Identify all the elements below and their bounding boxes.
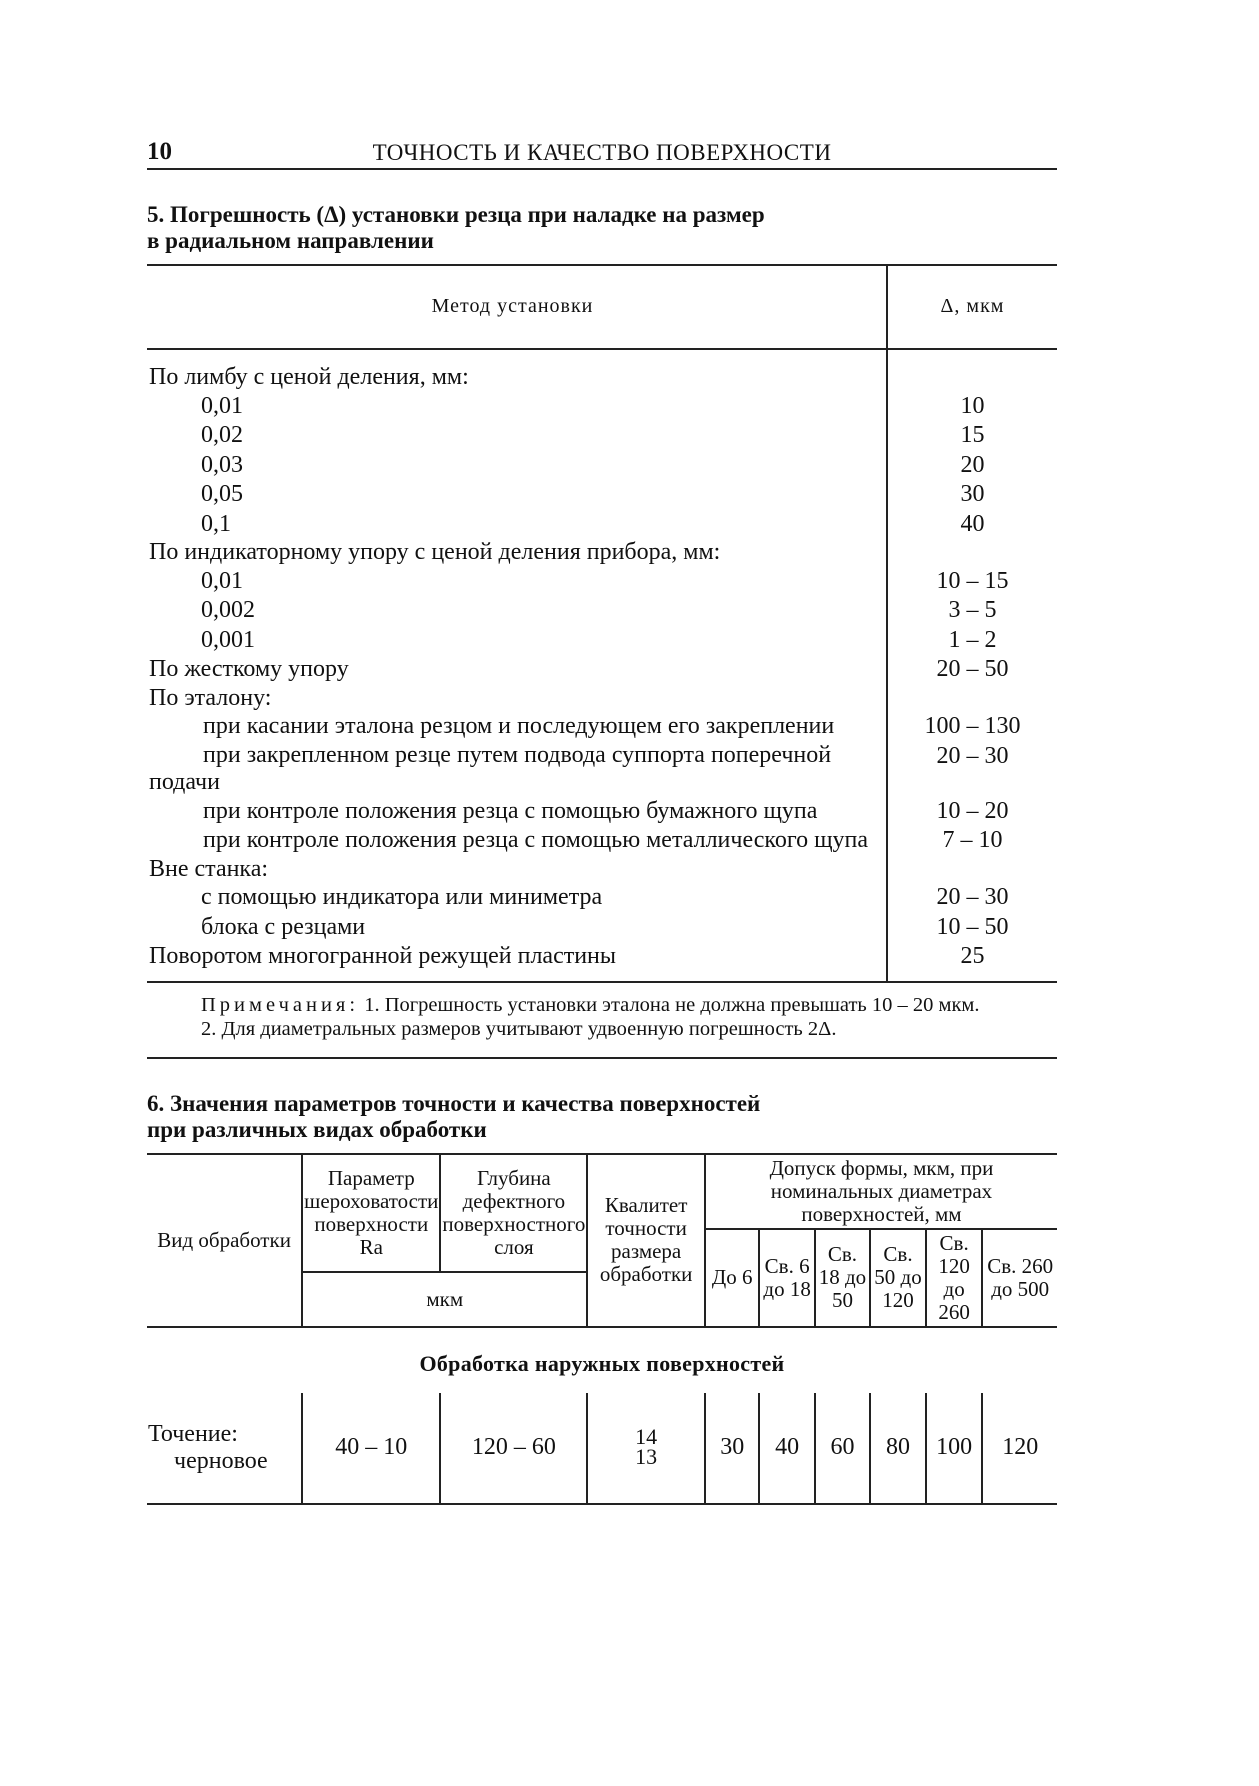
table-row: 0,1 40	[147, 510, 1057, 540]
header-diameter: Св. 18 до 50	[815, 1229, 870, 1327]
running-header	[147, 130, 1057, 170]
running-title: ТОЧНОСТЬ И КАЧЕСТВО ПОВЕРХНОСТИ	[372, 140, 832, 165]
col-method-header: Метод установки	[147, 265, 887, 349]
table-row: 0,001 1 – 2	[147, 626, 1057, 656]
table-row: при контроле положения резца с помощью металлического щупа 7 – 10	[147, 826, 1057, 856]
table5	[147, 264, 1057, 983]
table-row: Вне станка:	[147, 856, 1057, 884]
note-2: 2. Для диаметральных размеров учитывают удвоенную погрешность 2Δ.	[201, 1017, 837, 1040]
header-units: мкм	[302, 1272, 587, 1327]
table-row: 0,05 30	[147, 480, 1057, 510]
table-row: Поворотом многогранной режущей пластины 25	[147, 942, 1057, 982]
table-row: По лимбу с ценой деления, мм:	[147, 349, 1057, 392]
table-row: 0,002 3 – 5	[147, 596, 1057, 626]
header-diameter: Св. 50 до 120	[870, 1229, 926, 1327]
grade-value: 14 13	[635, 1423, 658, 1469]
section-title: Обработка наружных поверхностей	[419, 1350, 785, 1376]
col-delta-header: Δ, мкм	[940, 295, 1005, 318]
table5-caption: 5. Погрешность (Δ) установки резца при наладке на размер в радиальном направлении	[147, 202, 765, 253]
page	[147, 130, 1057, 1505]
page-number: 10	[147, 138, 172, 165]
table-row: 0,01 10	[147, 392, 1057, 422]
table-row: при закрепленном резце путем подвода суппорта поперечной подачи 20 – 30	[149, 741, 1009, 795]
table-row: По эталону:	[147, 685, 1057, 713]
table-row: при контроле положения резца с помощью бумажного щупа 10 – 20	[147, 797, 1057, 827]
header-depth: Глубина дефектного поверхностного слоя	[440, 1154, 587, 1272]
table-row: 0,03 20	[147, 451, 1057, 481]
header-diameter: До 6	[705, 1229, 760, 1327]
notes-label: Примечания:	[201, 993, 360, 1016]
table-row: при касании эталона резцом и последующем его закреплении 100 – 130	[147, 712, 1057, 742]
table-row: 0,02 15	[147, 421, 1057, 451]
note-1: 1. Погрешность установки эталона не должна превышать 10 – 20 мкм.	[364, 993, 980, 1016]
header-diameter: Св. 6 до 18	[759, 1229, 814, 1327]
table6	[147, 1153, 1057, 1505]
table-row: Точение: черновое 40 – 10 120 – 60 14 13 30 40 60 80 100 120	[147, 1393, 1057, 1504]
header-type: Вид обработки	[157, 1227, 291, 1252]
table5-notes	[147, 993, 1057, 1059]
header-ra: Параметр шероховатости поверхности Ra	[302, 1154, 440, 1272]
header-diameter: Св. 260 до 500	[982, 1229, 1057, 1327]
table-row: с помощью индикатора или миниметра 20 – 30	[147, 883, 1057, 913]
table-row: По индикаторному упору с ценой деления прибора, мм:	[147, 539, 1057, 567]
table-row: 0,01 10 – 15	[147, 567, 1057, 597]
header-grade: Квалитет точности размера обработки	[587, 1154, 705, 1327]
header-diameter: Св. 120 до 260	[926, 1229, 983, 1327]
table6-caption: 6. Значения параметров точности и качества поверхностей при различных видах обработки	[147, 1090, 761, 1142]
table-row: По жесткому упору 20 – 50	[147, 655, 1057, 685]
table-row: блока с резцами 10 – 50	[147, 913, 1057, 943]
header-form-tolerance: Допуск формы, мкм, при номинальных диаметрах поверхностей, мм	[705, 1154, 1057, 1229]
